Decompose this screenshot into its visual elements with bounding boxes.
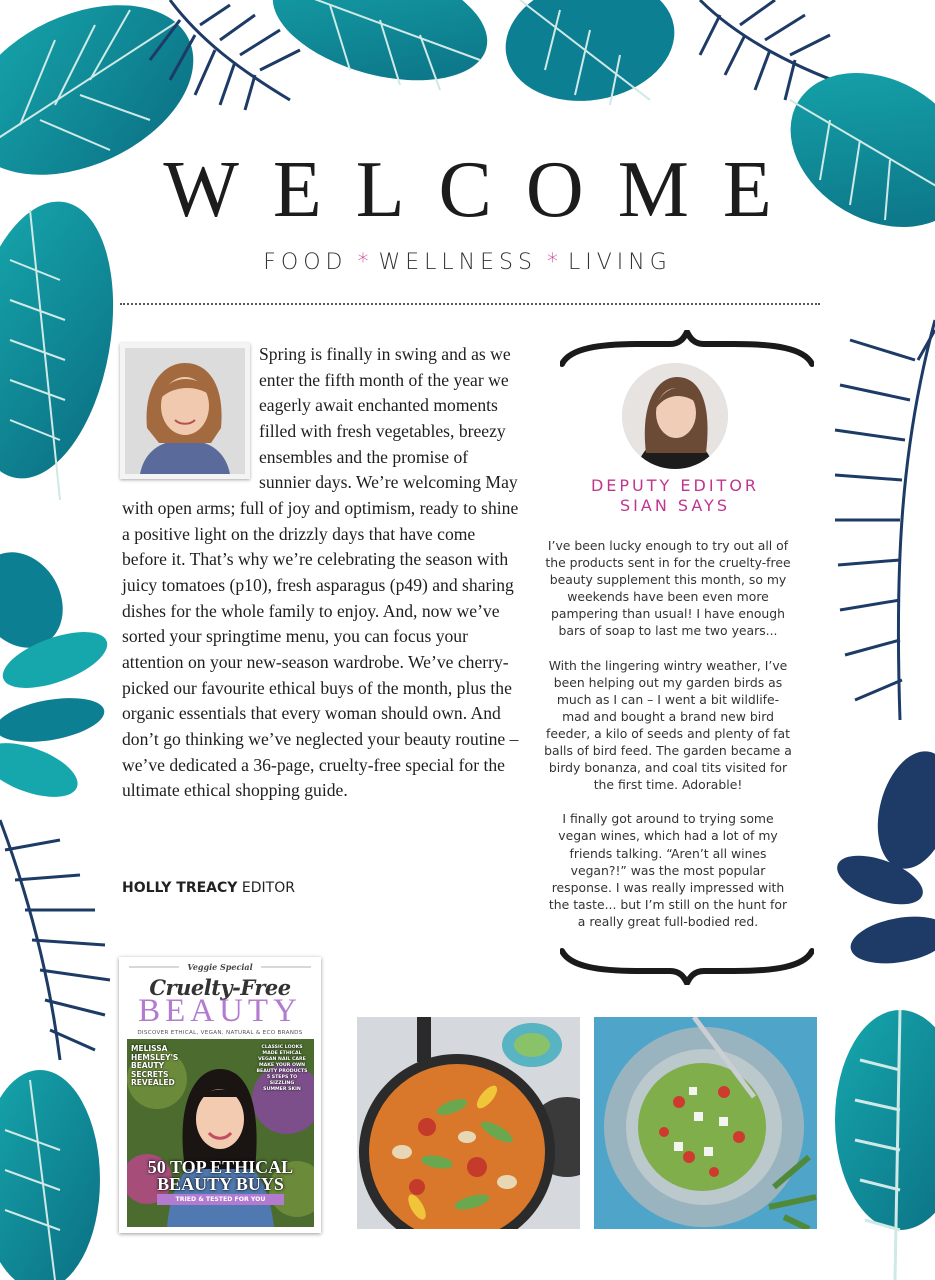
leaf-right-bottom bbox=[835, 1010, 935, 1230]
cover-main-headline bbox=[127, 1159, 314, 1193]
cover-side-line: VEGAN NAIL CARE bbox=[258, 1057, 306, 1062]
leaf-top-right-center bbox=[496, 0, 684, 114]
leaf-left-upper bbox=[0, 190, 133, 500]
cover-headline bbox=[131, 1045, 178, 1088]
cover-headline-line: BEAUTY bbox=[131, 1061, 165, 1070]
cover-main-line: BEAUTY BUYS bbox=[157, 1174, 284, 1194]
star-separator: * bbox=[357, 250, 369, 275]
brace-bottom bbox=[560, 945, 814, 985]
cover-side-line: MAKE YOUR OWN bbox=[258, 1063, 306, 1068]
cover-photo bbox=[127, 1039, 314, 1227]
leaf-left-lower-fronds bbox=[0, 820, 110, 1060]
cover-title-script: Cruelty-Free bbox=[149, 975, 291, 1000]
editor-role: EDITOR bbox=[241, 880, 295, 896]
food-photo-curry bbox=[357, 1017, 580, 1229]
cover-side-line: BEAUTY PRODUCTS bbox=[256, 1069, 308, 1074]
cover-tried-banner: TRIED & TESTED FOR YOU bbox=[157, 1194, 284, 1205]
page-subtitle bbox=[0, 250, 935, 275]
cover-side-line: 5 STEPS TO bbox=[266, 1075, 298, 1080]
cover-side-line: SUMMER SKIN bbox=[263, 1087, 301, 1092]
deputy-title-line2: SIAN SAYS bbox=[620, 496, 730, 515]
cover-side-line: CLASSIC LOOKS bbox=[261, 1045, 303, 1050]
cover-headline-line: SECRETS bbox=[131, 1069, 169, 1079]
leaf-right-middle bbox=[831, 743, 935, 970]
cover-headline-line: HEMSLEY'S bbox=[131, 1052, 179, 1062]
editor-letter-text: Spring is finally in swing and as we enter the fifth month of the year we eagerly await enchanted moments filled with fresh vegetables, breezy ensembles and the promise of sunnier days. We’re welcoming May with open arms; full of joy and optimism, ready to shine a positive light on the drizzly days that have come before it. That’s why we’re celebrating the season with juicy tomatoes (p10), fresh asparagus (p49) and sharing dishes for the whole family to enjoy. And, now we’ve sorted your springtime menu, you can focus your attention on your new-season wardrobe. We’ve cherry-picked our favourite ethical buys of the month, plus the organic essentials that every woman should own. And don’t go thinking we’ve neglected your beauty routine – we’ve dedicated a 36-page, cruelty-free special for the ultimate ethical shopping guide. bbox=[122, 344, 519, 801]
editor-name: HOLLY TREACY bbox=[122, 880, 238, 896]
leaf-left-bottom bbox=[0, 1070, 100, 1280]
cover-kicker: Veggie Special bbox=[187, 962, 253, 972]
star-separator: * bbox=[546, 250, 558, 275]
food-photo-salad bbox=[594, 1017, 817, 1229]
deputy-editor-photo bbox=[622, 363, 728, 469]
subtitle-wellness: WELLNESS bbox=[378, 250, 537, 275]
dotted-divider bbox=[120, 303, 820, 305]
editor-signature bbox=[122, 880, 295, 896]
deputy-editor-column bbox=[544, 537, 792, 947]
subtitle-food: FOOD bbox=[263, 250, 348, 275]
deputy-editor-title bbox=[545, 476, 805, 516]
page-title: WELCOME bbox=[163, 146, 806, 234]
deputy-paragraph: I finally got around to trying some vegan wines, which had a lot of my friends talking. “Aren’t all wines vegan?!” was the most popular response. I was really impressed with the taste... but I’m still on the hunt for a really great full-bodied red. bbox=[548, 811, 788, 929]
cover-side-line: MADE ETHICAL bbox=[262, 1051, 302, 1056]
cover-main-line: 50 TOP ETHICAL bbox=[147, 1157, 294, 1177]
cover-side-line: SIZZLING bbox=[269, 1081, 295, 1086]
subtitle-living: LIVING bbox=[567, 250, 672, 275]
editor-letter bbox=[122, 342, 524, 804]
leaf-right-fronds bbox=[835, 320, 935, 720]
deputy-paragraph: I’ve been lucky enough to try out all of the products sent in for the cruelty-free beauty supplement this month, so my weekends have been even more pampering than usual! I have enough bars of soap to last me two years... bbox=[545, 538, 791, 639]
cover-tagline: DISCOVER ETHICAL, VEGAN, NATURAL & ECO BRANDS bbox=[137, 1030, 303, 1036]
deputy-title-line1: DEPUTY EDITOR bbox=[590, 476, 760, 495]
cover-title-big: BEAUTY bbox=[138, 993, 302, 1029]
leaf-left-middle bbox=[0, 537, 114, 808]
deputy-paragraph: With the lingering wintry weather, I’ve been helping out my garden birds as much as I can – I went a bit wildlife-mad and bought a brand new bird feeder, a kilo of seeds and plenty of fat balls of bird feed. The garden became a birdy bonanza, and coal tits visited for the first time. Adorable! bbox=[544, 657, 792, 793]
supplement-cover[interactable] bbox=[119, 957, 321, 1233]
cover-headline-line: MELISSA bbox=[131, 1044, 168, 1053]
cover-headline-line: REVEALED bbox=[131, 1078, 175, 1087]
cover-side-teasers bbox=[254, 1045, 310, 1093]
